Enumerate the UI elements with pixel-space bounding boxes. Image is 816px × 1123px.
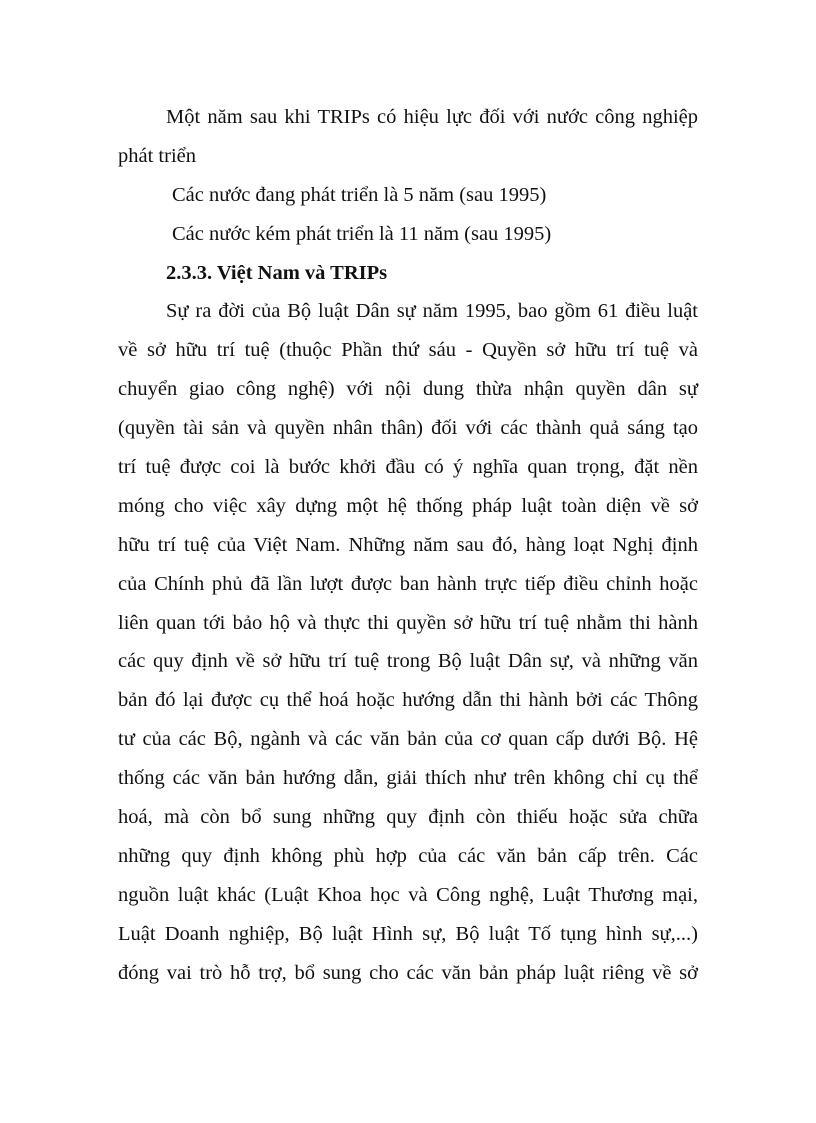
paragraph-line: đóng vai trò hỗ trợ, bổ sung cho các văn bản pháp luật riêng về sở: [118, 961, 698, 984]
section-heading: 2.3.3. Việt Nam và TRIPs: [166, 261, 388, 284]
paragraph-line: tư của các Bộ, ngành và các văn bản của cơ quan cấp dưới Bộ. Hệ: [118, 728, 698, 751]
list-item: Các nước đang phát triển là 5 năm (sau 1995): [172, 183, 547, 206]
paragraph-line: nguồn luật khác (Luật Khoa học và Công nghệ, Luật Thương mại,: [118, 883, 698, 906]
intro-paragraph: [118, 98, 698, 176]
paragraph-line: phát triển: [118, 144, 196, 167]
paragraph-line: trí tuệ được coi là bước khởi đầu có ý nghĩa quan trọng, đặt nền: [118, 456, 698, 479]
paragraph-line: móng cho việc xây dựng một hệ thống pháp luật toàn diện về sở: [118, 494, 698, 517]
paragraph-line: thống các văn bản hướng dẫn, giải thích như trên không chỉ cụ thể: [118, 767, 698, 790]
paragraph-line: liên quan tới bảo hộ và thực thi quyền sở hữu trí tuệ nhằm thi hành: [118, 611, 698, 634]
paragraph-line: hữu trí tuệ của Việt Nam. Những năm sau đó, hàng loạt Nghị định: [118, 533, 698, 556]
document-page: [118, 98, 698, 992]
body-paragraph: [118, 292, 698, 992]
paragraph-line: của Chính phủ đã lần lượt được ban hành trực tiếp điều chỉnh hoặc: [118, 572, 698, 595]
paragraph-line: hoá, mà còn bổ sung những quy định còn thiếu hoặc sửa chữa: [118, 806, 698, 829]
paragraph-line: Một năm sau khi TRIPs có hiệu lực đối với nước công nghiệp: [166, 106, 698, 128]
paragraph-line: các quy định về sở hữu trí tuệ trong Bộ luật Dân sự, và những văn: [118, 650, 698, 673]
paragraph-line: chuyển giao công nghệ) với nội dung thừa nhận quyền dân sự: [118, 378, 698, 401]
list-item: Các nước kém phát triển là 11 năm (sau 1995): [172, 222, 552, 245]
paragraph-line: về sở hữu trí tuệ (thuộc Phần thứ sáu - Quyền sở hữu trí tuệ và: [118, 339, 698, 362]
duration-list: [118, 176, 698, 254]
paragraph-line: Luật Doanh nghiệp, Bộ luật Hình sự, Bộ luật Tố tụng hình sự,...): [118, 922, 698, 945]
paragraph-line: những quy định không phù hợp của các văn bản cấp trên. Các: [118, 844, 698, 867]
paragraph-line: (quyền tài sản và quyền nhân thân) đối với các thành quả sáng tạo: [118, 417, 698, 440]
paragraph-line: bản đó lại được cụ thể hoá hoặc hướng dẫn thi hành bởi các Thông: [118, 689, 698, 712]
paragraph-line: Sự ra đời của Bộ luật Dân sự năm 1995, bao gồm 61 điều luật: [166, 300, 698, 323]
